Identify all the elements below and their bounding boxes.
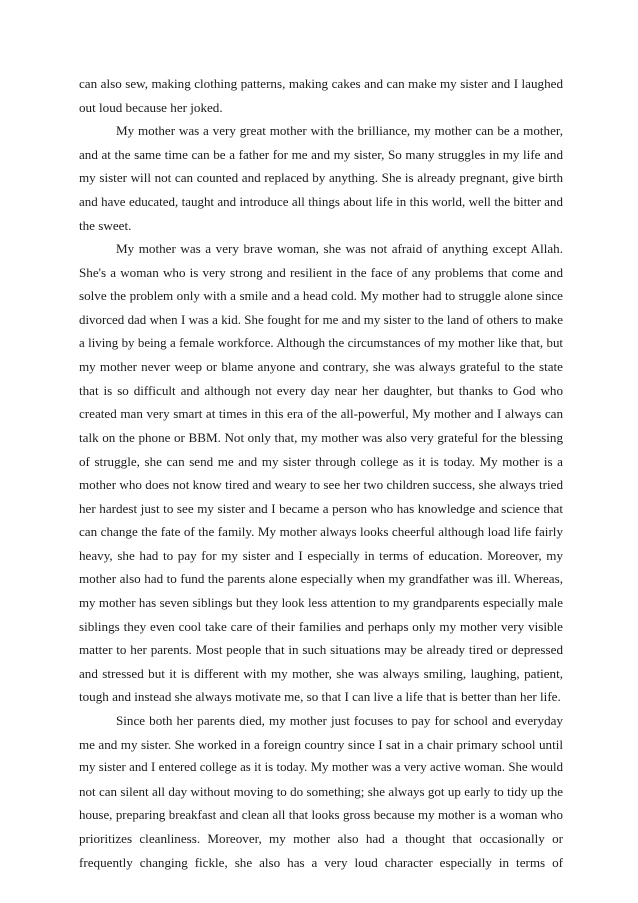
text-line: her hardest just to see my sister and I became a person who has knowledge and science that [79, 500, 563, 516]
text-line: my sister and I entered college as it is today. My mother was a very active woman. She would [79, 760, 563, 775]
text-line: out loud because her joked. [79, 99, 223, 115]
text-line: talk on the phone or BBM. Not only that, my mother was also very grateful for the blessing [79, 429, 563, 445]
text-line: mother also had to fund the parents alone especially when my grandfather was ill. Whereas, [79, 571, 563, 587]
text-line: and have educated, taught and introduce all things about life in this world, well the bitter and [79, 193, 563, 209]
text-line: can change the fate of the family. My mother always looks cheerful although load life fairly [79, 524, 563, 540]
text-line: my mother never weep or blame anyone and contrary, she was always grateful to the state [79, 359, 563, 375]
text-line: frequently changing fickle, she also has a very loud character especially in terms of [79, 854, 563, 870]
text-line: not can silent all day without moving to do something; she always got up early to tidy up the [79, 783, 563, 799]
text-line: and stressed but it is different with my mother, she was always smiling, laughing, patient, [79, 665, 563, 681]
text-line: me and my sister. She worked in a foreign country since I sat in a chair primary school until [79, 736, 563, 752]
paragraph-first-line: My mother was a very great mother with the brilliance, my mother can be a mother, [116, 123, 563, 139]
text-line: my sister will not can counted and replaced by anything. She is already pregnant, give birth [79, 170, 563, 186]
text-line: and at the same time can be a father for me and my sister, So many struggles in my life and [79, 146, 563, 162]
paragraph-first-line: My mother was a very brave woman, she was not afraid of anything except Allah. [116, 241, 563, 257]
text-line: heavy, she had to pay for my sister and I especially in terms of education. Moreover, my [79, 547, 563, 563]
text-line: tough and instead she always motivate me, so that I can live a life that is better than her life. [79, 689, 561, 705]
text-line: siblings they even cool take care of their families and perhaps only my mother very visible [79, 618, 563, 634]
text-line: She's a woman who is very strong and resilient in the face of any problems that come and [79, 264, 563, 280]
text-line: house, preparing breakfast and clean all that looks gross because my mother is a woman who [79, 807, 563, 823]
text-line: the sweet. [79, 217, 132, 233]
text-line: that is so difficult and although not every day near her daughter, but thanks to God who [79, 382, 563, 398]
text-line: matter to her parents. Most people that in such situations may be already tired or depressed [79, 642, 563, 658]
text-line: created man very smart at times in this era of the all-powerful, My mother and I always can [79, 406, 563, 422]
text-line: mother who does not know tired and weary to see her two children success, she always tried [79, 477, 563, 493]
text-line: my mother has seven siblings but they look less attention to my grandparents especially male [79, 595, 563, 611]
text-line: can also sew, making clothing patterns, making cakes and can make my sister and I laughed [79, 76, 563, 91]
body-text [79, 72, 563, 874]
text-line: of struggle, she can send me and my sister through college as it is today. My mother is a [79, 453, 563, 469]
text-line: a living by being a female workforce. Although the circumstances of my mother like that, but [79, 335, 563, 350]
text-line: prioritizes cleanliness. Moreover, my mother also had a thought that occasionally or [79, 831, 563, 846]
text-line: solve the problem only with a smile and a head cold. My mother had to struggle alone since [79, 288, 563, 304]
paragraph-first-line: Since both her parents died, my mother just focuses to pay for school and everyday [116, 713, 563, 729]
text-line: divorced dad when I was a kid. She fought for me and my sister to the land of others to make [79, 311, 563, 327]
